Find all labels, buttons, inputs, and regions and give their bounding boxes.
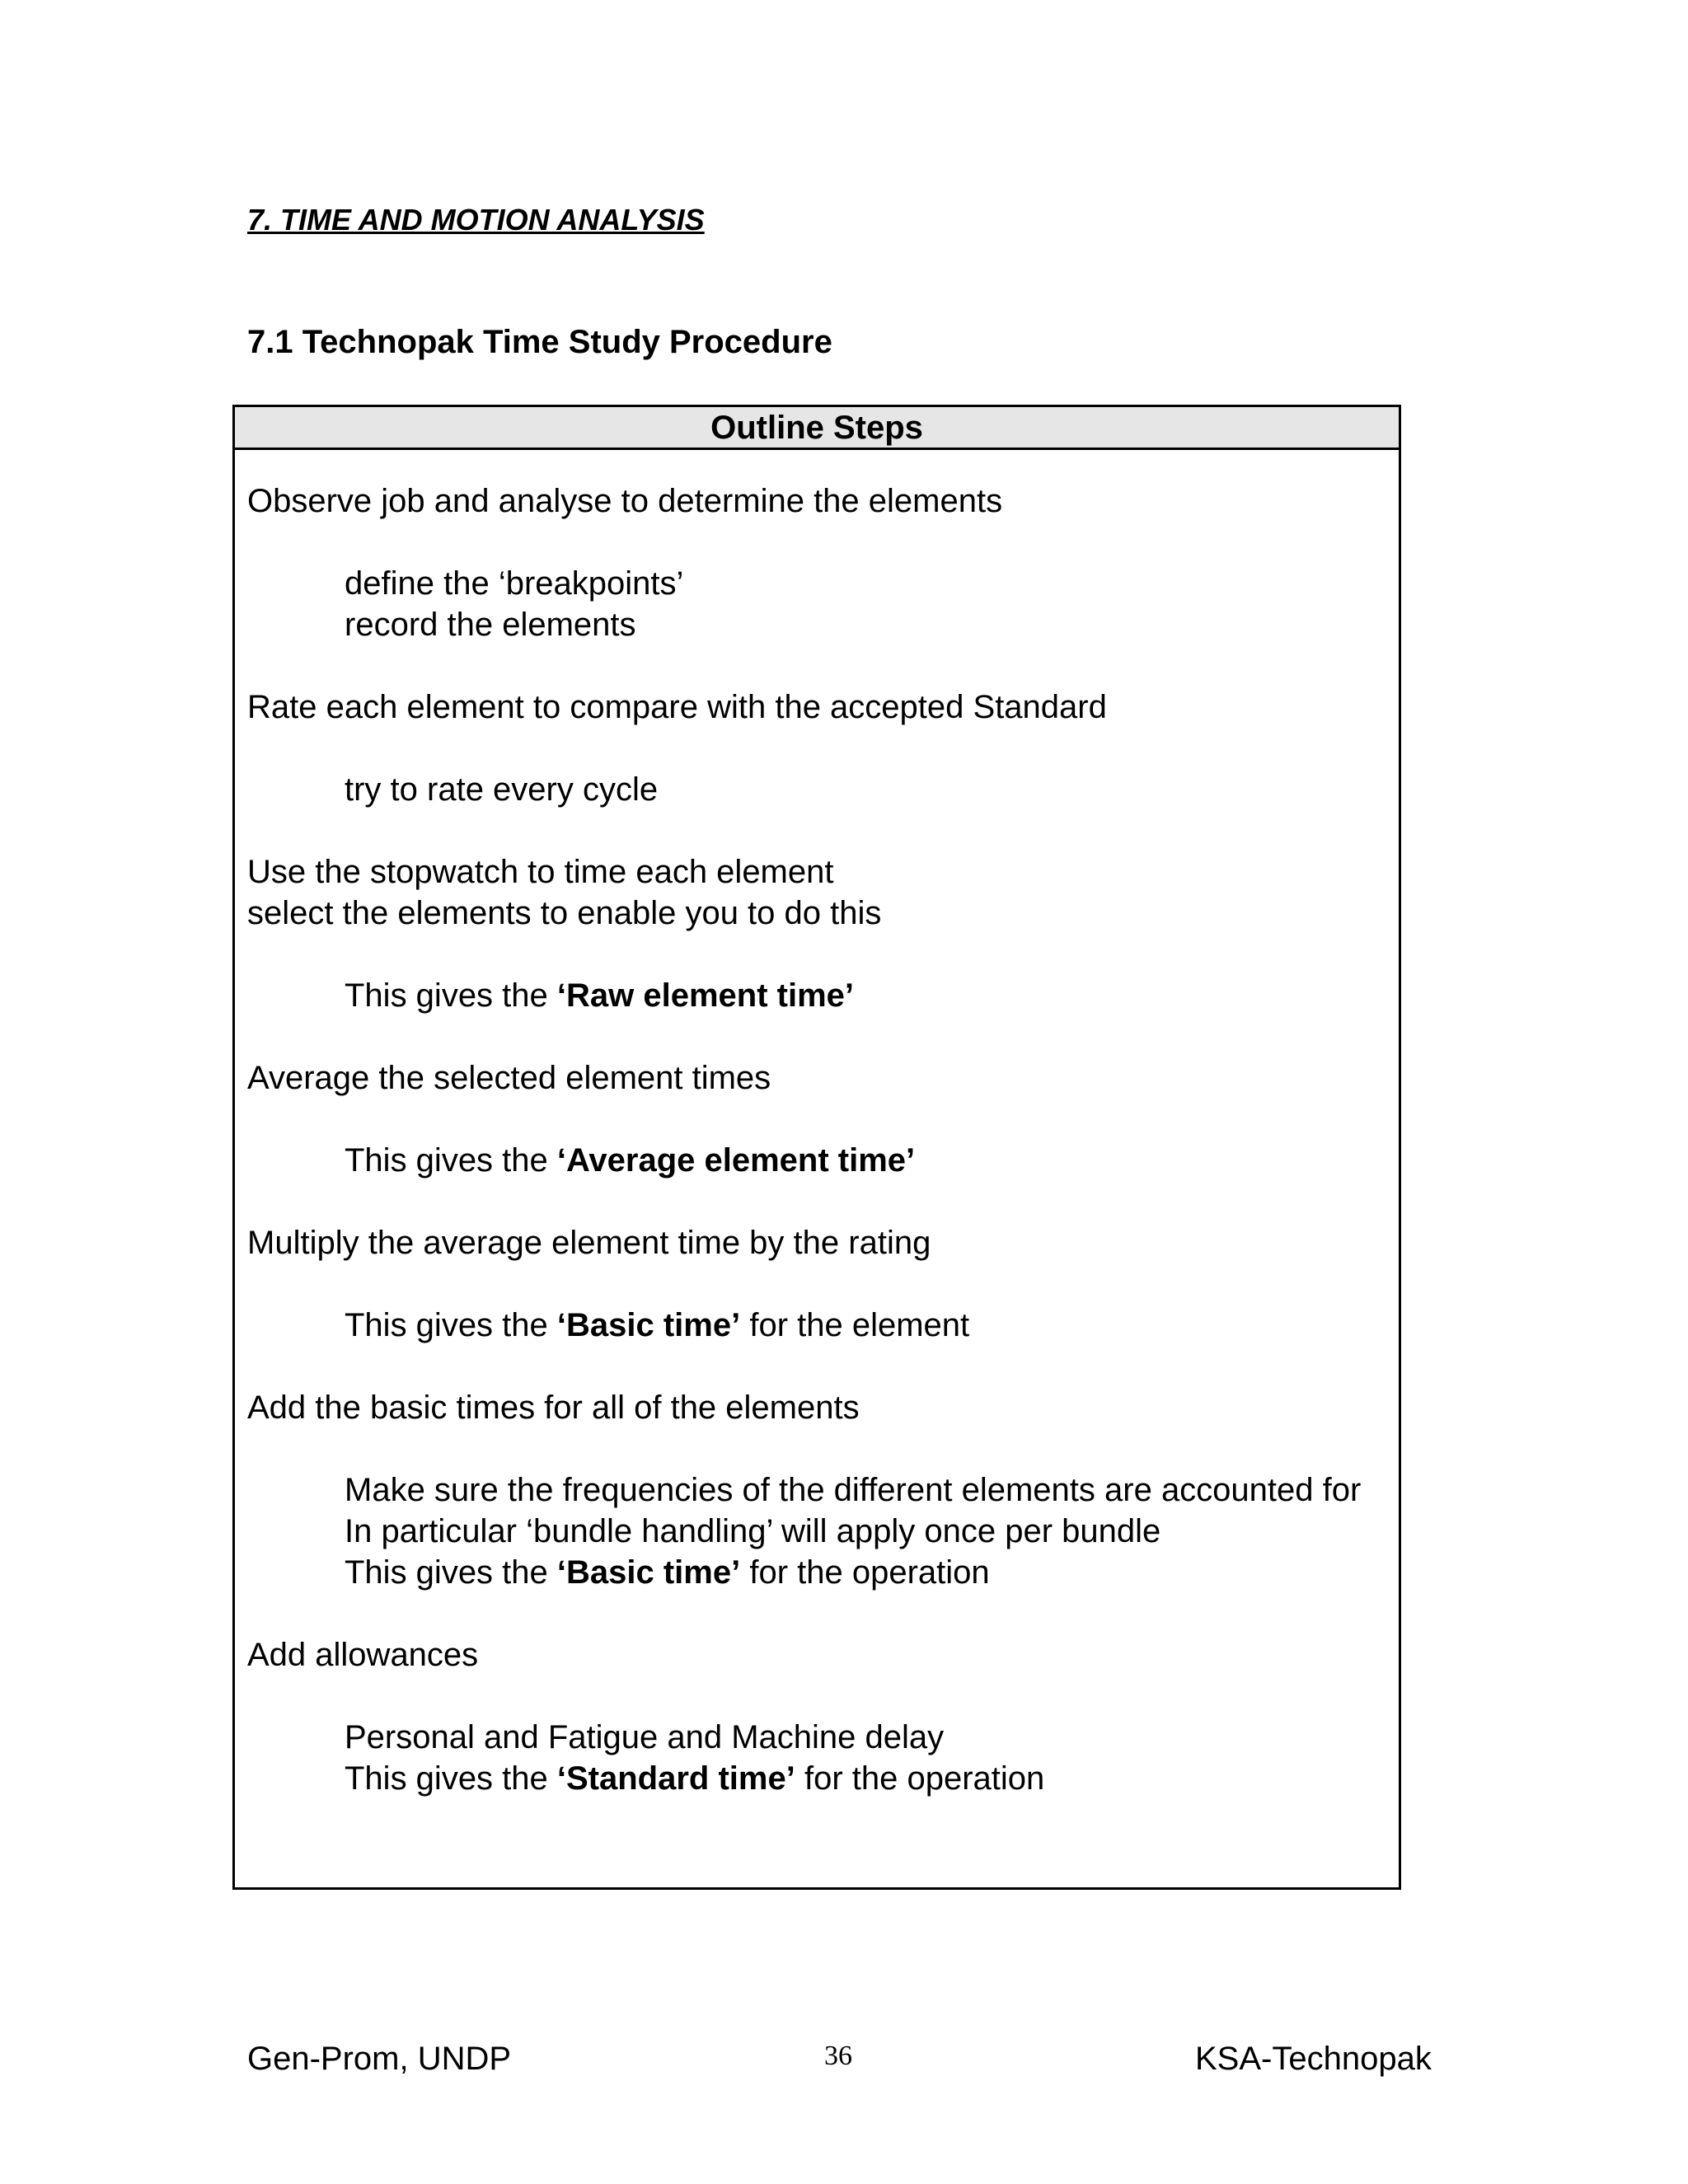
term-raw-element-time: ‘Raw element time’ (556, 977, 855, 1014)
step-select-elements: select the elements to enable you to do this (247, 895, 882, 931)
substep-raw-element-time (345, 979, 854, 1012)
line-text: for the operation (740, 1554, 990, 1591)
subsection-title: 7.1 Technopak Time Study Procedure (247, 324, 832, 360)
term-average-element-time: ‘Average element time’ (556, 1142, 916, 1179)
line-text: This gives the (345, 1307, 557, 1343)
step-observe-job: Observe job and analyse to determine the elements (247, 483, 1003, 519)
outline-header: Outline Steps (235, 407, 1399, 450)
line-text: This gives the (345, 1142, 557, 1179)
term-basic-time: ‘Basic time’ (556, 1307, 741, 1343)
substep-rate-every-cycle: try to rate every cycle (345, 771, 659, 808)
substep-standard-time (345, 1762, 1044, 1795)
line-text: This gives the (345, 977, 557, 1014)
step-add-allowances: Add allowances (247, 1637, 479, 1673)
outline-steps-box (232, 405, 1401, 1890)
substep-personal-fatigue: Personal and Fatigue and Machine delay (345, 1719, 945, 1755)
term-basic-time: ‘Basic time’ (556, 1554, 741, 1591)
substep-basic-time-operation (345, 1556, 990, 1589)
line-text: for the element (740, 1307, 970, 1343)
section-title: 7. TIME AND MOTION ANALYSIS (247, 203, 705, 237)
footer-right: KSA-Technopak (1195, 2041, 1432, 2077)
term-standard-time: ‘Standard time’ (556, 1760, 795, 1797)
footer-left: Gen-Prom, UNDP (247, 2041, 512, 2077)
outline-body (235, 450, 1399, 1887)
step-add-basic-times: Add the basic times for all of the elements (247, 1390, 860, 1426)
line-text: This gives the (345, 1760, 557, 1797)
substep-bundle-handling: In particular ‘bundle handling’ will apply once per bundle (345, 1513, 1161, 1549)
step-multiply-by-rating: Multiply the average element time by the rating (247, 1225, 931, 1261)
line-text: for the operation (795, 1760, 1045, 1797)
substep-frequencies: Make sure the frequencies of the different elements are accounted for (345, 1472, 1362, 1508)
step-average-times: Average the selected element times (247, 1060, 771, 1096)
substep-record-elements: record the elements (345, 607, 636, 643)
step-rate-element: Rate each element to compare with the accepted Standard (247, 689, 1107, 725)
substep-define-breakpoints: define the ‘breakpoints’ (345, 565, 684, 602)
line-text: This gives the (345, 1554, 557, 1591)
page-number: 36 (824, 2041, 852, 2071)
substep-average-element-time (345, 1144, 915, 1177)
step-use-stopwatch: Use the stopwatch to time each element (247, 854, 834, 890)
substep-basic-time-element (345, 1309, 969, 1342)
